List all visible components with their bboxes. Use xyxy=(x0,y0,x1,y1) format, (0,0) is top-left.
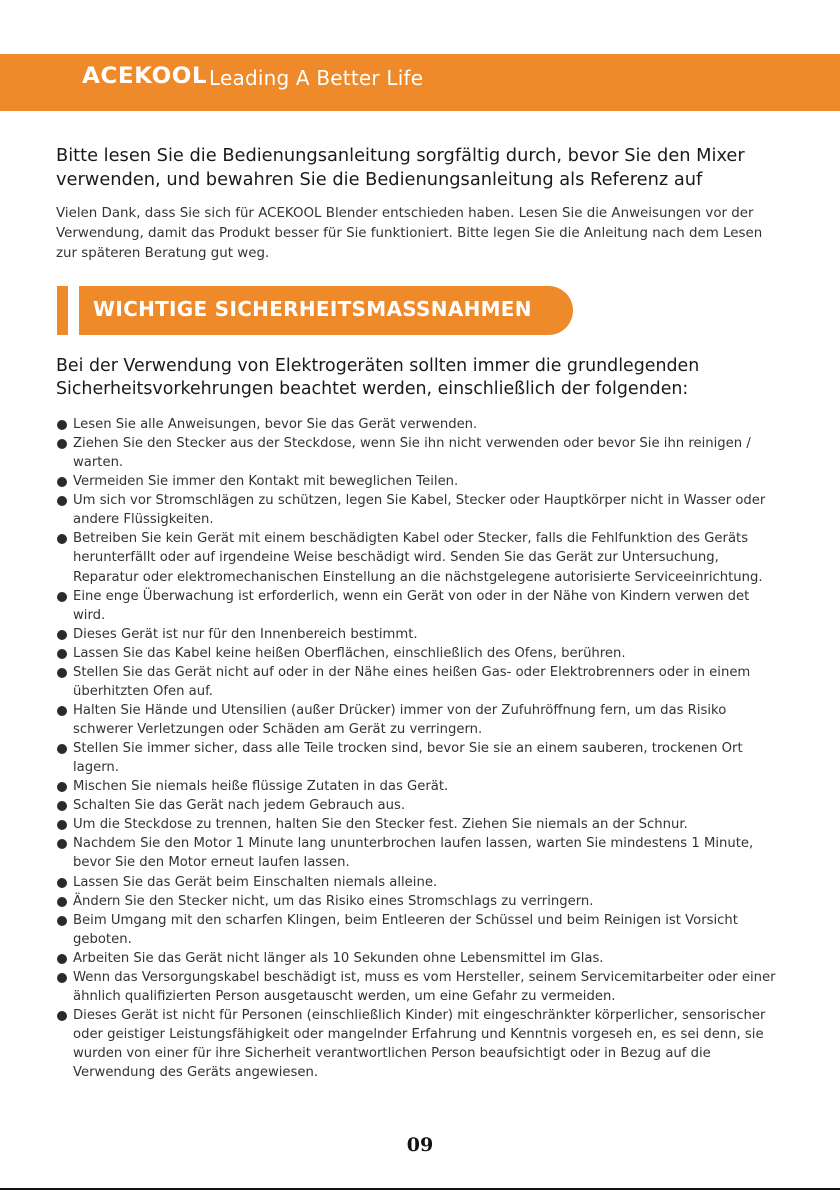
bullet-icon xyxy=(57,782,67,792)
safety-rule-item xyxy=(56,892,784,911)
page-number: 09 xyxy=(406,1134,434,1156)
safety-rule-text: Lassen Sie das Kabel keine heißen Oberflächen, einschließlich des Ofens, berühren. xyxy=(73,645,626,661)
bullet-icon xyxy=(57,897,67,907)
section-title: WICHTIGE SICHERHEITSMASSNAHMEN xyxy=(93,297,532,321)
safety-rule-text: Dieses Gerät ist nicht für Personen (einschließlich Kinder) mit eingeschränkter körperlicher, sensorischer oder geistiger Leistungsfähigkeit oder mangelnder Erfahrung und Kenntnis vorgeseh en, es sei denn, sie wurden von einer für ihre Sicherheit verantwortlichen Person beaufsichtigt oder in Bezug auf die Verwendung des Geräts angewiesen. xyxy=(73,1007,766,1081)
bullet-icon xyxy=(57,801,67,811)
bullet-icon xyxy=(57,954,67,964)
bullet-icon xyxy=(57,420,67,430)
bullet-icon xyxy=(57,439,67,449)
bullet-icon xyxy=(57,668,67,678)
footer-rule xyxy=(0,1188,840,1190)
safety-rule-text: Um sich vor Stromschlägen zu schützen, legen Sie Kabel, Stecker oder Hauptkörper nicht in Wasser oder andere Flüssigkeiten. xyxy=(73,493,766,528)
safety-rule-item xyxy=(56,796,784,815)
safety-rule-text: Betreiben Sie kein Gerät mit einem beschädigten Kabel oder Stecker, falls die Fehlfunktion des Geräts herunterfällt oder auf irgendeine Weise beschädigt wird. Senden Sie das Gerät zur Untersuchung, Reparatur oder elektromechanischen Einstellung an die nächstgelegene autorisierte Serviceeinrichtung. xyxy=(73,531,763,585)
safety-rule-item xyxy=(56,663,784,701)
section-accent-bar xyxy=(57,286,68,335)
safety-rule-item xyxy=(56,644,784,663)
safety-intro-heading: Bei der Verwendung von Elektrogeräten sollten immer die grundlegenden Sicherheitsvorkehrungen beachtet werden, einschließlich der folgenden: xyxy=(56,356,700,399)
safety-rule-text: Lesen Sie alle Anweisungen, bevor Sie das Gerät verwenden. xyxy=(73,417,478,432)
safety-rule-text: Ziehen Sie den Stecker aus der Steckdose, wenn Sie ihn nicht verwenden oder bevor Sie ihn reinigen / warten. xyxy=(73,436,751,471)
safety-rule-text: Vermeiden Sie immer den Kontakt mit beweglichen Teilen. xyxy=(73,474,459,490)
safety-rule-text: Um die Steckdose zu trennen, halten Sie den Stecker fest. Ziehen Sie niemals an der Schnur. xyxy=(73,817,688,833)
safety-rule-item xyxy=(56,491,784,529)
safety-rule-text: Nachdem Sie den Motor 1 Minute lang ununterbrochen laufen lassen, warten Sie mindestens 1 Minute, bevor Sie den Motor erneut laufen lassen. xyxy=(73,836,754,871)
safety-rule-item xyxy=(56,472,784,491)
safety-rule-text: Arbeiten Sie das Gerät nicht länger als 10 Sekunden ohne Lebensmittel im Glas. xyxy=(73,950,604,966)
bullet-icon xyxy=(57,744,67,754)
bullet-icon xyxy=(57,839,67,849)
intro-paragraph: Vielen Dank, dass Sie sich für ACEKOOL Blender entschieden haben. Lesen Sie die Anweisungen vor der Verwendung, damit das Produkt besser für Sie funktioniert. Bitte legen Sie die Anleitung nach dem Lesen zur späteren Beratung gut weg. xyxy=(56,206,763,261)
bullet-icon xyxy=(57,1011,67,1021)
safety-rule-text: Lassen Sie das Gerät beim Einschalten niemals alleine. xyxy=(73,874,438,890)
bullet-icon xyxy=(57,916,67,926)
safety-rule-item xyxy=(56,1006,784,1082)
safety-rule-item xyxy=(56,739,784,777)
brand-logo: ACEKOOL xyxy=(82,64,208,89)
intro-heading: Bitte lesen Sie die Bedienungsanleitung sorgfältig durch, bevor Sie den Mixer verwenden, und bewahren Sie die Bedienungsanleitung als Referenz auf xyxy=(56,145,745,190)
bullet-icon xyxy=(57,878,67,888)
safety-rule-item xyxy=(56,415,784,434)
bullet-icon xyxy=(57,496,67,506)
safety-rule-item xyxy=(56,834,784,872)
safety-rule-text: Schalten Sie das Gerät nach jedem Gebrauch aus. xyxy=(73,798,406,814)
safety-rule-item xyxy=(56,815,784,834)
brand-tagline: Leading A Better Life xyxy=(209,66,424,90)
safety-rule-item xyxy=(56,911,784,949)
safety-rule-item xyxy=(56,949,784,968)
safety-rule-item xyxy=(56,529,784,586)
safety-rule-item xyxy=(56,873,784,892)
safety-rule-text: Beim Umgang mit den scharfen Klingen, beim Entleeren der Schüssel und beim Reinigen ist Vorsicht geboten. xyxy=(73,912,738,947)
safety-rule-item xyxy=(56,968,784,1006)
bullet-icon xyxy=(57,592,67,602)
safety-rule-text: Stellen Sie das Gerät nicht auf oder in der Nähe eines heißen Gas- oder Elektrobrenners oder in einem überhitzten Ofen auf. xyxy=(73,664,751,699)
safety-rule-text: Wenn das Versorgungskabel beschädigt ist, muss es vom Hersteller, seinem Servicemitarbeiter oder einer ähnlich qualifizierten Person ausgetauscht werden, um eine Gefahr zu vermeiden. xyxy=(73,969,776,1004)
safety-rule-text: Dieses Gerät ist nur für den Innenbereich bestimmt. xyxy=(73,626,418,642)
safety-rule-item xyxy=(56,777,784,796)
bullet-icon xyxy=(57,477,67,487)
bullet-icon xyxy=(57,649,67,659)
bullet-icon xyxy=(57,706,67,716)
bullet-icon xyxy=(57,630,67,640)
safety-rules-list xyxy=(56,415,784,1082)
safety-rule-item xyxy=(56,434,784,472)
safety-rule-item xyxy=(56,587,784,625)
safety-rule-text: Halten Sie Hände und Utensilien (außer Drücker) immer von der Zufuhröffnung fern, um das Risiko schwerer Verletzungen oder Schäden am Gerät zu verringern. xyxy=(73,702,727,737)
safety-rule-text: Mischen Sie niemals heiße flüssige Zutaten in das Gerät. xyxy=(73,779,449,795)
bullet-icon xyxy=(57,973,67,983)
bullet-icon xyxy=(57,534,67,544)
safety-rule-item xyxy=(56,701,784,739)
safety-rule-text: Eine enge Überwachung ist erforderlich, wenn ein Gerät von oder in der Nähe von Kindern verwen det wird. xyxy=(73,588,750,623)
bullet-icon xyxy=(57,820,67,830)
safety-rule-text: Ändern Sie den Stecker nicht, um das Risiko eines Stromschlags zu verringern. xyxy=(73,893,594,909)
safety-rule-text: Stellen Sie immer sicher, dass alle Teile trocken sind, bevor Sie sie an einem sauberen, trockenen Ort lagern. xyxy=(73,741,743,776)
safety-rule-item xyxy=(56,625,784,644)
